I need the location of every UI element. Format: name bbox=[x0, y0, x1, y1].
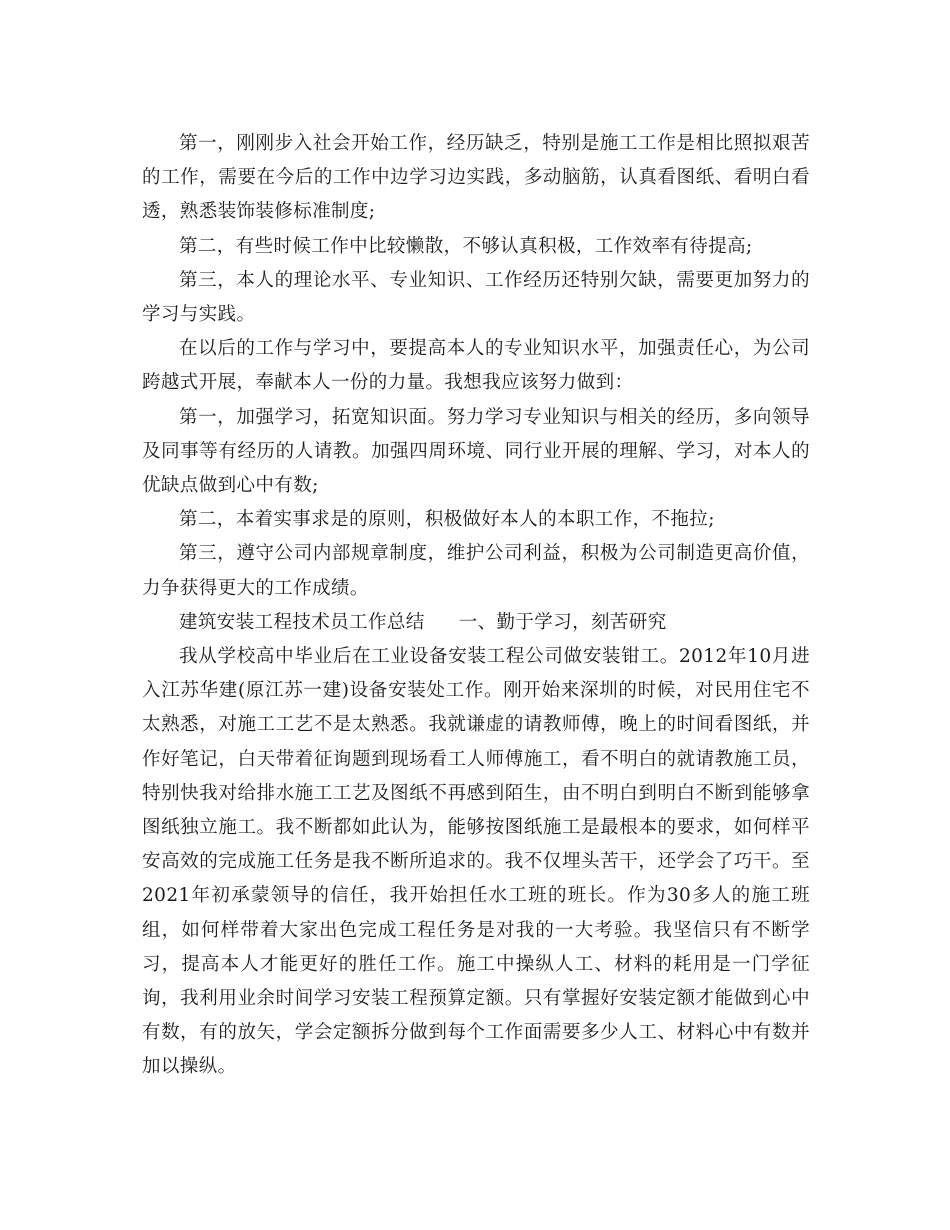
document-title: 建筑安装工程技术员工作总结 bbox=[179, 611, 425, 633]
paragraph-weakness-3: 第三，本人的理论水平、专业知识、工作经历还特别欠缺，需要更加努力的学习与实践。 bbox=[142, 269, 810, 326]
paragraph-plan-1: 第一，加强学习，拓宽知识面。努力学习专业知识与相关的经历，多向领导及同事等有经历的人请教。加强四周环境、同行业开展的理解、学习，对本人的优缺点做到心中有数; bbox=[142, 406, 810, 497]
section-heading-line bbox=[142, 606, 810, 640]
paragraph-plan-2: 第二，本着实事求是的原则，积极做好本人的本职工作，不拖拉; bbox=[179, 509, 715, 531]
document-body bbox=[142, 127, 810, 1085]
paragraph-weakness-2: 第二，有些时候工作中比较懒散，不够认真积极，工作效率有待提高; bbox=[179, 235, 753, 257]
paragraph-weakness-1: 第一，刚刚步入社会开始工作，经历缺乏，特别是施工工作是相比照拟艰苦的工作，需要在今后的工作中边学习边实践，多动脑筋，认真看图纸、看明白看透，熟悉装饰装修标准制度; bbox=[142, 133, 810, 223]
paragraph-future-intro: 在以后的工作与学习中，要提高本人的专业知识水平，加强责任心，为公司跨越式开展，奉献本人一份的力量。我想我应该努力做到： bbox=[142, 338, 810, 394]
paragraph-plan-3: 第三，遵守公司内部规章制度，维护公司利益，积极为公司制造更高价值，力争获得更大的工作成绩。 bbox=[142, 543, 810, 599]
section-heading: 一、勤于学习，刻苦研究 bbox=[458, 611, 667, 633]
paragraph-study-experience: 我从学校高中毕业后在工业设备安装工程公司做安装钳工。2012年10月进入江苏华建(原江苏一建)设备安装处工作。刚开始来深圳的时候，对民用住宅不太熟悉，对施工工艺不是太熟悉。我就谦虚的请教师傅，晚上的时间看图纸，并作好笔记，白天带着征询题到现场看工人师傅施工，看不明白的就请教施工员，特别快我对给排水施工工艺及图纸不再感到陌生，由不明白到明白不断到能够拿图纸独立施工。我不断都如此认为，能够按图纸施工是最根本的要求，如何样平安高效的完成施工任务是我不断所追求的。我不仅埋头苦干，还学会了巧干。至2021年初承蒙领导的信任，我开始担任水工班的班长。作为30多人的施工班组，如何样带着大家出色完成工程任务是对我的一大考验。我坚信只有不断学习，提高本人才能更好的胜任工作。施工中操纵人工、材料的耗用是一门学征询，我利用业余时间学习安装工程预算定额。只有掌握好安装定额才能做到心中有数，有的放矢，学会定额拆分做到每个工作面需要多少人工、材料心中有数并加以操纵。 bbox=[142, 646, 810, 1078]
